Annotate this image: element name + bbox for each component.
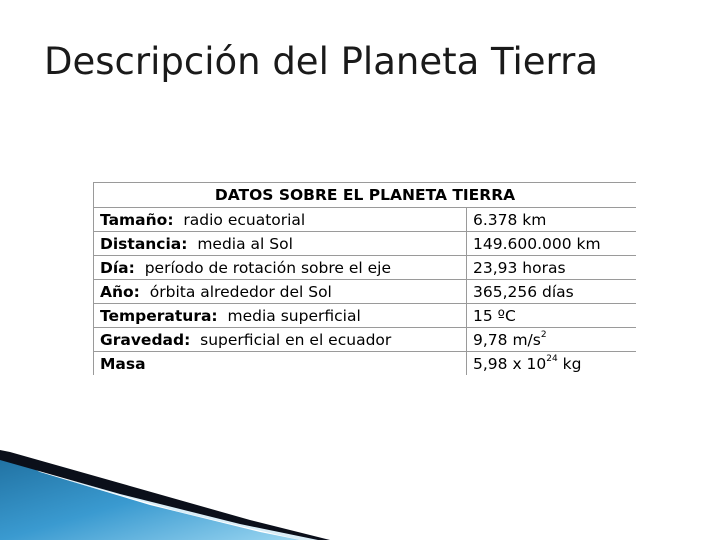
row-label-cell xyxy=(94,328,467,352)
row-desc: superficial en el ecuador xyxy=(200,330,392,349)
table-row xyxy=(94,352,637,376)
row-value xyxy=(467,352,637,376)
row-key: Año: xyxy=(100,282,140,301)
planet-data-table xyxy=(93,182,636,375)
row-desc: órbita alrededor del Sol xyxy=(149,282,332,301)
table-header-row xyxy=(94,183,637,208)
row-value: 365,256 días xyxy=(467,280,637,304)
row-label-cell xyxy=(94,256,467,280)
table-row xyxy=(94,232,637,256)
row-value-unit: kg xyxy=(557,354,582,373)
table-row xyxy=(94,208,637,232)
table-row xyxy=(94,328,637,352)
row-label-cell xyxy=(94,208,467,232)
row-value-base: 5,98 x 10 xyxy=(473,354,547,373)
row-desc: media superficial xyxy=(227,306,361,325)
row-value: 6.378 km xyxy=(467,208,637,232)
row-desc: radio ecuatorial xyxy=(183,210,306,229)
row-label-cell xyxy=(94,232,467,256)
table-row xyxy=(94,256,637,280)
slide-title: Descripción del Planeta Tierra xyxy=(44,40,598,83)
row-label-cell xyxy=(94,304,467,328)
row-value-exponent: 2 xyxy=(540,330,547,341)
row-value: 23,93 horas xyxy=(467,256,637,280)
table-row xyxy=(94,304,637,328)
row-key: Temperatura: xyxy=(100,306,218,325)
row-value xyxy=(467,328,637,352)
row-value-base: 9,78 m/s xyxy=(473,330,541,349)
table-header: DATOS SOBRE EL PLANETA TIERRA xyxy=(94,183,637,208)
row-key: Distancia: xyxy=(100,234,188,253)
row-label-cell xyxy=(94,352,467,376)
row-value: 149.600.000 km xyxy=(467,232,637,256)
row-value-exponent: 24 xyxy=(546,354,558,365)
row-key: Masa xyxy=(100,354,146,373)
row-desc: período de rotación sobre el eje xyxy=(144,258,391,277)
row-key: Día: xyxy=(100,258,135,277)
row-value: 15 ºC xyxy=(467,304,637,328)
decorative-swoosh xyxy=(0,450,720,540)
table-row xyxy=(94,280,637,304)
row-desc: media al Sol xyxy=(197,234,293,253)
row-label-cell xyxy=(94,280,467,304)
row-key: Gravedad: xyxy=(100,330,191,349)
row-key: Tamaño: xyxy=(100,210,174,229)
